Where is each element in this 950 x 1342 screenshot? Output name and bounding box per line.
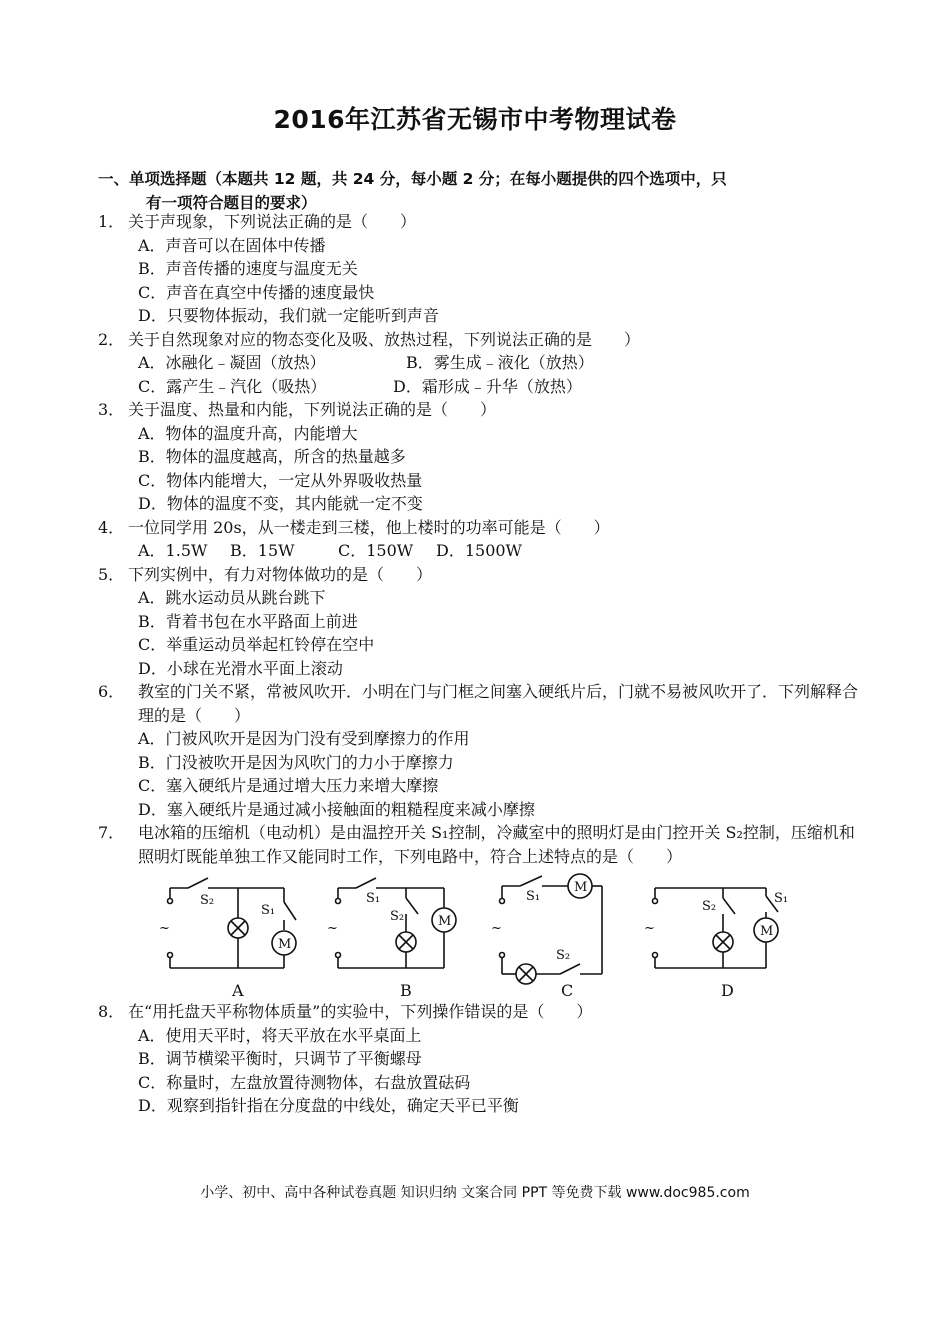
option-a: A．物体的温度升高，内能增大 bbox=[138, 423, 358, 443]
question-stem: 教室的门关不紧，常被风吹开．小明在门与门框之间塞入硬纸片后，门就不易被风吹开了．下列解释合理的是（ ） bbox=[138, 682, 859, 725]
motor-label: M bbox=[278, 937, 292, 952]
option-a: A．门被风吹开是因为门没有受到摩擦力的作用 bbox=[138, 729, 470, 748]
question-4 bbox=[98, 516, 858, 563]
option-b: B．背着书包在水平路面上前进 bbox=[138, 611, 358, 631]
question-stem: 下列实例中，有力对物体做功的是（ ） bbox=[128, 564, 433, 584]
option-c: C．150W bbox=[338, 541, 414, 560]
switch-label-s2: S₂ bbox=[200, 893, 215, 908]
option-d: D．1500W bbox=[436, 541, 522, 560]
question-2 bbox=[98, 328, 858, 399]
motor-label: M bbox=[760, 924, 774, 939]
option-c: C．露产生﹣汽化（吸热） bbox=[138, 376, 327, 396]
circuit-label-a: A bbox=[232, 981, 244, 1000]
switch-label-s1: S₁ bbox=[261, 903, 276, 918]
option-b: B．声音传播的速度与温度无关 bbox=[138, 259, 358, 278]
switch-label-s1: S₁ bbox=[526, 889, 541, 904]
switch-label-s1: S₁ bbox=[774, 891, 789, 906]
question-number: 6． bbox=[98, 682, 125, 701]
circuit-label-b: B bbox=[400, 981, 412, 1000]
question-stem: 关于声现象，下列说法正确的是（ ） bbox=[128, 212, 417, 231]
circuit-label-c: C bbox=[561, 981, 574, 1000]
option-b: B．15W bbox=[230, 541, 295, 560]
question-stem: 电冰箱的压缩机（电动机）是由温控开关 S₁控制，冷藏室中的照明灯是由门控开关 S₂控制，压缩机和照明灯既能单独工作又能同时工作，下列电路中，符合上述特点的是（ ） bbox=[138, 823, 855, 866]
option-d: D．只要物体振动，我们就一定能听到声音 bbox=[138, 306, 439, 325]
option-d: D．塞入硬纸片是通过减小接触面的粗糙程度来减小摩擦 bbox=[138, 799, 535, 819]
option-c: C．声音在真空中传播的速度最快 bbox=[138, 282, 375, 302]
circuit-diagrams bbox=[98, 868, 858, 1000]
page-title: 2016年江苏省无锡市中考物理试卷 bbox=[273, 105, 677, 134]
section-heading-line2: 有一项符合题目的要求） bbox=[146, 194, 317, 212]
circuit-a bbox=[168, 878, 297, 968]
option-c: C．举重运动员举起杠铃停在空中 bbox=[138, 635, 375, 654]
option-b: B．调节横梁平衡时，只调节了平衡螺母 bbox=[138, 1049, 422, 1068]
question-number: 3． bbox=[98, 400, 125, 419]
question-3 bbox=[98, 398, 858, 516]
ac-symbol: ~ bbox=[644, 921, 655, 936]
option-d: D．小球在光滑水平面上滚动 bbox=[138, 658, 343, 678]
section-heading-line1: 一、单项选择题（本题共 12 题，共 24 分，每小题 2 分；在每小题提供的四个选项中，只 bbox=[98, 170, 727, 188]
question-number: 1． bbox=[98, 212, 125, 231]
option-d: D．物体的温度不变，其内能就一定不变 bbox=[138, 494, 423, 513]
option-b: B．物体的温度越高，所含的热量越多 bbox=[138, 447, 406, 466]
page-footer: 小学、初中、高中各种试卷真题 知识归纳 文案合同 PPT 等免费下载 www.doc985.com bbox=[200, 1185, 750, 1201]
option-c: C．塞入硬纸片是通过增大压力来增大摩擦 bbox=[138, 776, 439, 795]
question-number: 7． bbox=[98, 823, 125, 842]
option-a: A．冰融化﹣凝固（放热） bbox=[138, 353, 326, 372]
question-stem: 在“用托盘天平称物体质量”的实验中，下列操作错误的是（ ） bbox=[128, 1002, 593, 1021]
option-d: D．观察到指针指在分度盘的中线处，确定天平已平衡 bbox=[138, 1096, 519, 1115]
option-b: B．门没被吹开是因为风吹门的力小于摩擦力 bbox=[138, 752, 454, 772]
question-stem: 关于自然现象对应的物态变化及吸、放热过程，下列说法正确的是 ） bbox=[128, 329, 641, 349]
question-5 bbox=[98, 563, 858, 681]
circuit-label-d: D bbox=[721, 981, 734, 1000]
section-heading bbox=[98, 167, 858, 215]
ac-symbol: ~ bbox=[327, 921, 338, 936]
question-7 bbox=[98, 821, 858, 1000]
option-a: A．1.5W bbox=[138, 541, 208, 560]
motor-label: M bbox=[438, 914, 452, 929]
switch-label-s1: S₁ bbox=[366, 891, 381, 906]
option-b: B．雾生成﹣液化（放热） bbox=[406, 353, 594, 372]
question-6 bbox=[98, 680, 858, 821]
option-a: A．跳水运动员从跳台跳下 bbox=[138, 588, 326, 607]
question-stem: 一位同学用 20s，从一楼走到三楼，他上楼时的功率可能是（ ） bbox=[128, 517, 610, 537]
switch-label-s2: S₂ bbox=[702, 899, 717, 914]
switch-label-s2: S₂ bbox=[390, 909, 405, 924]
question-1 bbox=[98, 210, 858, 328]
question-number: 8． bbox=[98, 1002, 125, 1021]
ac-symbol: ~ bbox=[491, 921, 502, 936]
option-a: A．声音可以在固体中传播 bbox=[138, 235, 326, 255]
question-stem: 关于温度、热量和内能，下列说法正确的是（ ） bbox=[128, 400, 497, 419]
question-list bbox=[98, 210, 858, 1118]
option-a: A．使用天平时，将天平放在水平桌面上 bbox=[138, 1025, 422, 1045]
option-c: C．称量时，左盘放置待测物体，右盘放置砝码 bbox=[138, 1072, 471, 1092]
option-c: C．物体内能增大，一定从外界吸收热量 bbox=[138, 470, 423, 490]
question-8 bbox=[98, 1000, 858, 1118]
question-number: 4． bbox=[98, 517, 125, 537]
switch-label-s2: S₂ bbox=[556, 948, 571, 963]
ac-symbol: ~ bbox=[159, 921, 170, 936]
question-number: 5． bbox=[98, 564, 125, 584]
option-d: D．霜形成﹣升华（放热） bbox=[393, 376, 582, 396]
question-number: 2． bbox=[98, 329, 125, 349]
motor-label: M bbox=[574, 880, 588, 895]
circuit-svg bbox=[98, 868, 858, 1000]
